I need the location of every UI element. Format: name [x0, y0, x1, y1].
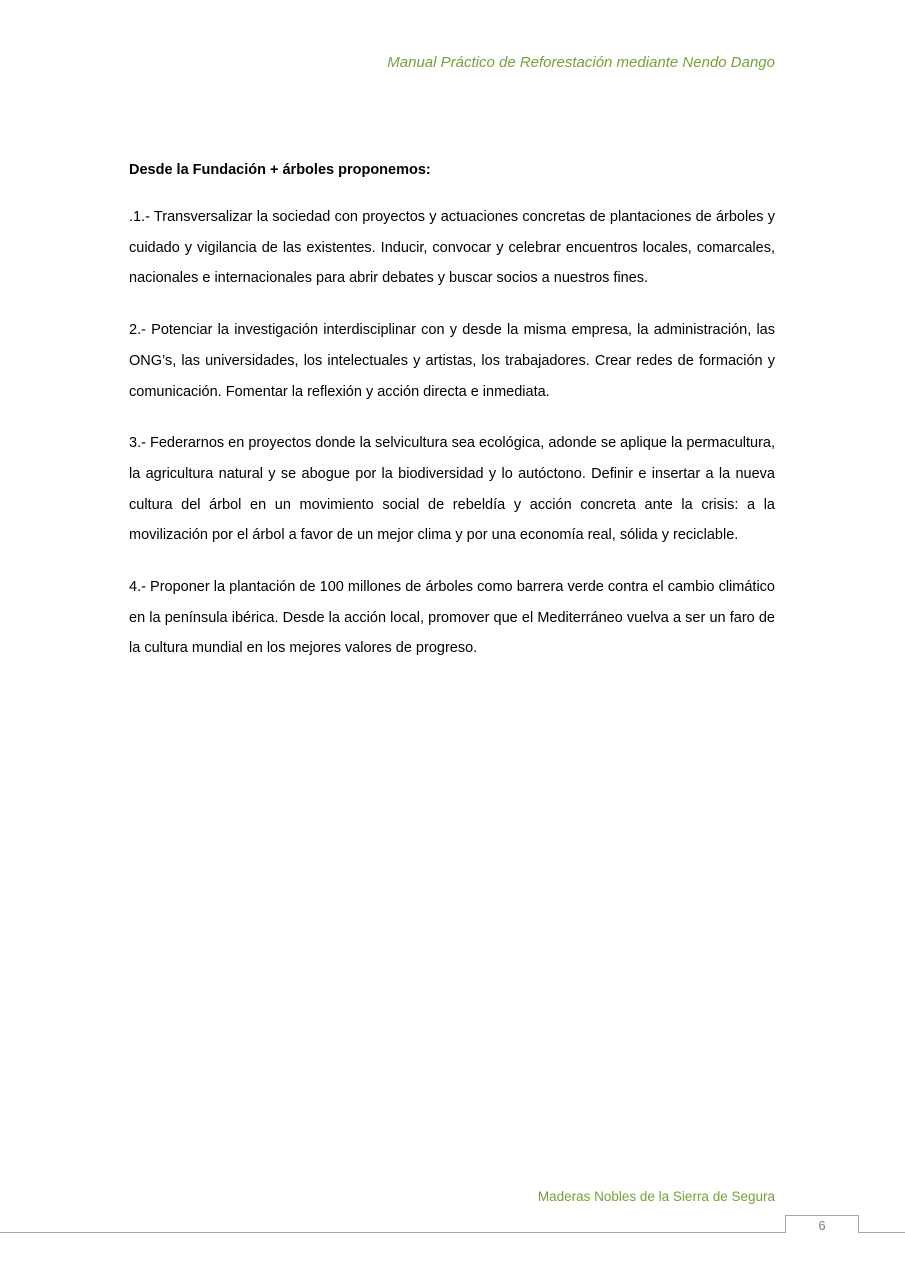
section-heading: Desde la Fundación + árboles proponemos:	[129, 162, 431, 178]
paragraph-1: .1.- Transversalizar la sociedad con proyectos y actuaciones concretas de plantaciones de árboles y cuidado y vigilancia de las existentes. Inducir, convocar y celebrar encuentros locales, comarcales, nacionales e internacionales para abrir debates y buscar socios a nuestros fines.	[129, 209, 775, 287]
running-header: Manual Práctico de Reforestación mediante Nendo Dango	[387, 54, 775, 71]
running-footer: Maderas Nobles de la Sierra de Segura	[537, 1189, 775, 1204]
paragraph-4: 4.- Proponer la plantación de 100 millones de árboles como barrera verde contra el cambio climático en la península ibérica. Desde la acción local, promover que el Mediterráneo vuelva a ser un faro de la cultura mundial en los mejores valores de progreso.	[129, 579, 775, 657]
document-body	[129, 158, 775, 685]
footer-divider	[0, 1232, 905, 1233]
paragraph-2: 2.- Potenciar la investigación interdisciplinar con y desde la misma empresa, la administración, las ONG’s, las universidades, los intelectuales y artistas, los trabajadores. Crear redes de formación y comunicación. Fomentar la reflexión y acción directa e inmediata.	[129, 322, 775, 400]
page-number: 6	[785, 1215, 859, 1233]
paragraph-3: 3.- Federarnos en proyectos donde la selvicultura sea ecológica, adonde se aplique la permacultura, la agricultura natural y se abogue por la biodiversidad y lo autóctono. Definir e insertar a la nueva cultura del árbol en un movimiento social de rebeldía y acción concreta ante la crisis: a la movilización por el árbol a favor de un mejor clima y por una economía real, sólida y reciclable.	[129, 435, 775, 544]
